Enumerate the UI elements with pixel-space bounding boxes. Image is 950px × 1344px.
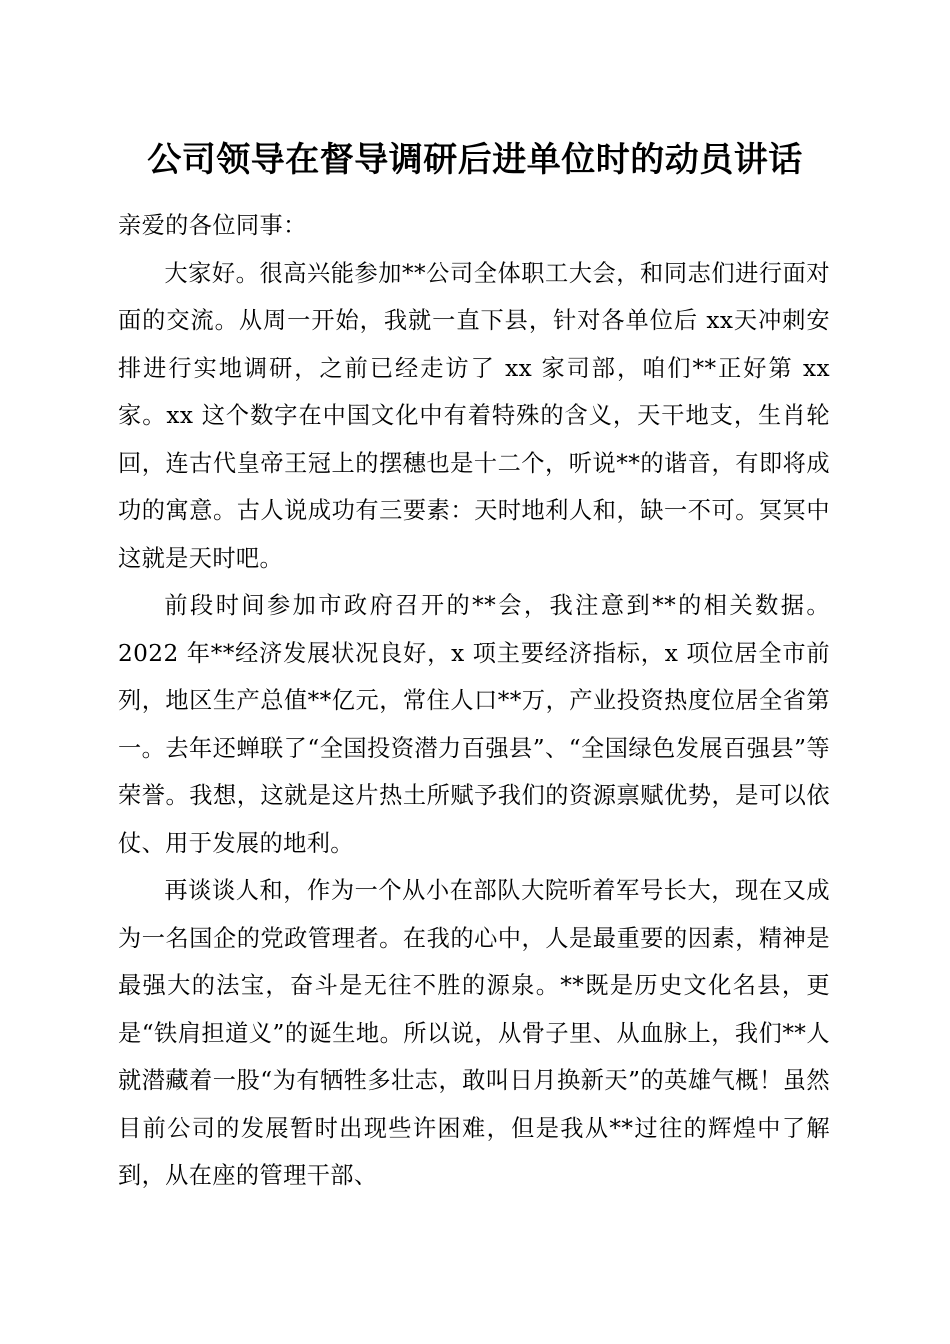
document-body (118, 202, 830, 1200)
paragraph-economy: 前段时间参加市政府召开的**会，我注意到**的相关数据。2022 年**经济发展状况良好，x 项主要经济指标，x 项位居全市前列，地区生产总值**亿元，常住人口**万，产业投资热度位居全省第一。去年还蝉联了“全国投资潜力百强县”、“全国绿色发展百强县”等荣誉。我想，这就是这片热土所赋予我们的资源禀赋优势，是可以依仗、用于发展的地利。 (118, 592, 830, 857)
document-title: 公司领导在督导调研后进单位时的动员讲话 (147, 140, 803, 180)
paragraph-opening: 大家好。很高兴能参加**公司全体职工大会，和同志们进行面对面的交流。从周一开始，我就一直下县，针对各单位后 xx天冲刺安排进行实地调研，之前已经走访了 xx 家司部，咱们**正好第 xx 家。xx 这个数字在中国文化中有着特殊的含义，天干地支，生肖轮回，连古代皇帝王冠上的摆穗也是十二个，听说**的谐音，有即将成功的寓意。古人说成功有三要素：天时地利人和，缺一不可。冥冥中这就是天时吧。 (118, 259, 830, 572)
salutation: 亲爱的各位同事： (118, 212, 307, 239)
paragraph-people: 再谈谈人和，作为一个从小在部队大院听着军号长大，现在又成为一名国企的党政管理者。在我的心中，人是最重要的因素，精神是最强大的法宝，奋斗是无往不胜的源泉。**既是历史文化名县，更是“铁肩担道义”的诞生地。所以说，从骨子里、从血脉上，我们**人就潜藏着一股“为有牺牲多壮志，敢叫日月换新天”的英雄气概！虽然目前公司的发展暂时出现些许困难，但是我从**过往的辉煌中了解到，从在座的管理干部、 (118, 877, 830, 1189)
